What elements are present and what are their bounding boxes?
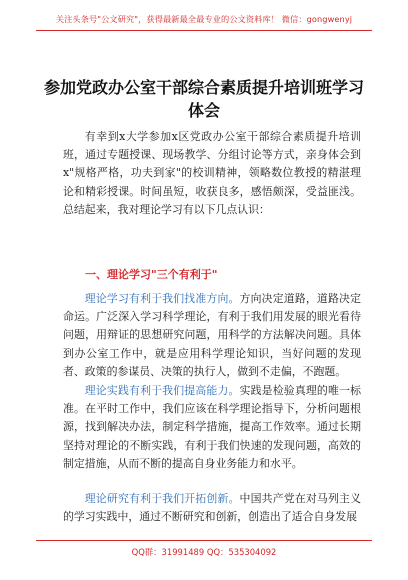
intro-text: 有幸到x大学参加x区党政办公室干部综合素质提升培训班，通过专题授课、现场教学、分组讨论等方式，亲身体会到x"规格严格，功夫到家"的校训精神，领略数位教授的精湛理论和精彩授课。时间虽短，收获良多，感悟颇深，受益匪浅。总结起来，我对理论学习有以下几点认识：: [63, 130, 361, 216]
paragraph-innovation: [63, 490, 361, 526]
footer-contact: QQ群：31991489 QQ：535304092: [131, 547, 277, 557]
paragraph-ability: [63, 382, 361, 473]
paragraph-ability-text: [63, 382, 361, 473]
paragraph-innovation-body: 中国共产党在对马列主义的学习实践中，通过不断研究和创新，创造出了适合自身发展: [63, 492, 361, 524]
paragraph-ability-body: 实践是检验真理的唯一标准。在平时工作中，我们应该在科学理论指导下，分析问题根源，找到解决办法，制定科学措施，提高工作效率。通过长期坚持对理论的不断实践，有利于我们快速的发现问题，高效的制定措施，从而不断的提高自身业务能力和水平。: [63, 384, 361, 470]
header-divider: [36, 30, 372, 31]
section-heading: 一、理论学习"三个有利于": [85, 268, 218, 281]
paragraph-ability-lead: 理论实践有利于我们提高能力。: [84, 384, 240, 397]
header-banner: 关注头条号"公文研究"，获得最新最全最专业的公文资料库！ 微信：gongwenyj: [55, 14, 353, 24]
paragraph-direction-body: 方向决定道路，道路决定命运。广泛深入学习科学理论，有利于我们用发展的眼光看待问题，用辩证的思想研究问题，用科学的方法解决问题。具体到办公室工作中，就是应用科学理论知识，当好问题的发现者、政策的参谋员、决策的执行人，做到不走偏，不跑题。: [63, 292, 361, 378]
paragraph-innovation-text: [63, 490, 361, 526]
paragraph-innovation-lead: 理论研究有利于我们开拓创新。: [84, 492, 240, 505]
paragraph-direction-text: [63, 290, 361, 381]
footer-divider: [36, 540, 372, 541]
paragraph-direction-lead: 理论学习有利于我们找准方向。: [84, 292, 240, 305]
paragraph-direction: [63, 290, 361, 381]
document-title: 参加党政办公室干部综合素质提升培训班学习体会: [44, 78, 365, 120]
intro-paragraph: [63, 128, 361, 219]
